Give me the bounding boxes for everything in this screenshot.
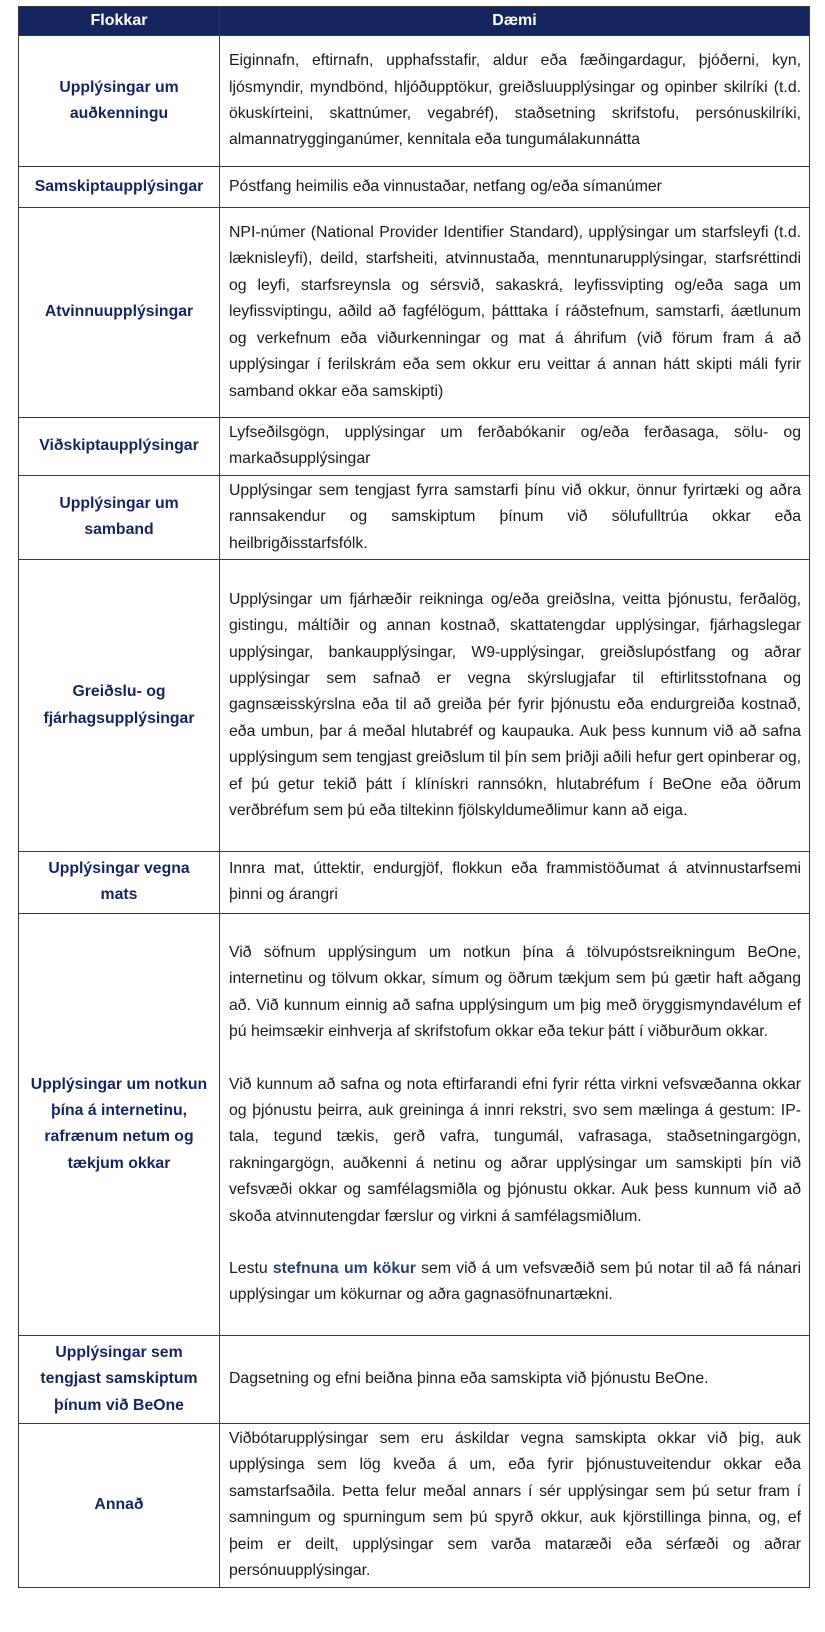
table-row (19, 1335, 810, 1423)
category-cell: Upplýsingar vegna mats (19, 852, 220, 914)
cookie-policy-link[interactable]: stefnuna um kökur (272, 1259, 416, 1277)
example-cell: Póstfang heimilis eða vinnustaðar, netfang og/eða símanúmer (220, 167, 810, 208)
example-cell: Dagsetning og efni beiðna þinna eða samskipta við þjónustu BeOne. (220, 1335, 810, 1423)
table-row (19, 913, 810, 1335)
column-header-categories: Flokkar (19, 7, 220, 36)
example-cell (220, 913, 810, 1335)
table-row (19, 208, 810, 418)
example-cell: Eiginnafn, eftirnafn, upphafsstafir, aldur eða fæðingardagur, þjóðerni, kyn, ljósmyndir, myndbönd, hljóðupptökur, greiðsluupplýsingar og opinber skilríki (t.d. ökuskírteini, skattnúmer, vegabréf), staðsetning skrifstofu, persónuskilríki, almannatrygginganúmer, kennitala eða tungumálakunnátta (220, 36, 810, 167)
category-cell: Samskiptaupplýsingar (19, 167, 220, 208)
link-prefix: Lestu (229, 1259, 273, 1277)
example-paragraph: Við kunnum að safna og nota eftirfarandi efni fyrir rétta virkni vefsvæðanna okkar og þjónustu þeirra, auk greininga á innri rekstri, svo sem mælinga á gestum: IP-tala, tegund tækis, gerð vafra, tungumál, vafrasaga, staðsetningargögn, rakningargögn, auðkenni á netinu og aðrar upplýsingar um samskipti þín við vefsvæði okkar og samfélagsmiðla og þjónustu okkar. Auk þess kunnum við að skoða atvinnutengdar færslur og virkni á samfélagsmiðlum. (229, 1075, 801, 1225)
table-row (19, 418, 810, 476)
example-cell: Upplýsingar um fjárhæðir reikninga og/eða greiðslna, veitta þjónustu, ferðalög, gistingu, máltíðir og annan kostnað, skattatengdar upplýsingar, fjárhagslegar upplýsingar, bankaupplýsingar, W9-upplýsingar, greiðslupóstfang og aðrar upplýsingar sem safnað er vegna skýrslugjafar til eftirlitsstofnana og gagnsæisskýrslna eða til að greiða þér fyrir þjónustu eða endurgreiða kostnað, eða umbun, þar á meðal hlutabréf og kaupauka. Auk þess kunnum við að safna upplýsingum sem tengjast greiðslum til þín sem þriðji aðili hefur gert opinberar og, ef þú getur tekið þátt í klínískri rannsókn, hlutabréfum í BeOne eða öðrum verðbréfum sem þú eða tiltekinn fjölskyldumeðlimur kann að eiga. (220, 560, 810, 852)
example-cell: NPI-númer (National Provider Identifier Standard), upplýsingar um starfsleyfi (t.d. læknisleyfi), deild, starfsheiti, atvinnustaða, menntunarupplýsingar, starfsréttindi og leyfi, starfsreynsla og sérsvið, sakaskrá, leyfissvipting og/eða saga um leyfissviptingu, aðild að fagfélögum, þátttaka í ráðstefnum, samstarfi, áætlunum og verkefnum eða viðurkenningar og mat á áhrifum (við förum fram á að upplýsingar í ferilskrám eða sem okkur eru veittar á annan hátt skipti máli fyrir samband okkar eða samskipti) (220, 208, 810, 418)
paragraph-spacer (229, 1230, 801, 1256)
data-categories-table (18, 6, 810, 1588)
page (18, 6, 809, 1588)
paragraph-spacer (229, 1046, 801, 1072)
category-cell: Viðskiptaupplýsingar (19, 418, 220, 476)
table-row (19, 475, 810, 559)
header-row (19, 7, 810, 36)
category-cell: Upplýsingar sem tengjast samskiptum þínum við BeOne (19, 1335, 220, 1423)
table-row (19, 167, 810, 208)
table-row (19, 1424, 810, 1587)
table-row (19, 852, 810, 914)
example-cell: Lyfseðilsgögn, upplýsingar um ferðabókanir og/eða ferðasaga, sölu- og markaðsupplýsingar (220, 418, 810, 476)
example-cell: Upplýsingar sem tengjast fyrra samstarfi þínu við okkur, önnur fyrirtæki og aðra rannsakendur og samskiptum þínum við sölufulltrúa okkar eða heilbrigðisstarfsfólk. (220, 475, 810, 559)
example-paragraph: Við söfnum upplýsingum um notkun þína á tölvupóstsreikningum BeOne, internetinu og tölvum okkar, símum og öðrum tækjum sem þú gætir haft aðgang að. Við kunnum einnig að safna upplýsingum um þig með öryggismyndavélum ef þú heimsækir einhverja af skrifstofum okkar eða tekur þátt í viðburðum okkar. (229, 943, 801, 1041)
category-cell: Upplýsingar um notkun þína á internetinu, rafrænum netum og tækjum okkar (19, 913, 220, 1335)
category-cell: Annað (19, 1424, 220, 1587)
category-cell: Upplýsingar um auðkenningu (19, 36, 220, 167)
cookie-policy-paragraph (229, 1256, 801, 1309)
table-row (19, 560, 810, 852)
category-cell: Upplýsingar um samband (19, 475, 220, 559)
column-header-examples: Dæmi (220, 7, 810, 36)
link-suffix: sem við á um vefsvæðið sem þú notar til að fá nánari upplýsingar um kökurnar og aðra gagnasöfnunartækni. (229, 1259, 801, 1304)
category-cell: Greiðslu- og fjárhagsupplýsingar (19, 560, 220, 852)
example-cell: Viðbótarupplýsingar sem eru áskildar vegna samskipta okkar við þig, auk upplýsinga sem lög kveða á um, eða fyrir þjónustuveitendur okkar eða samstarfsaðila. Þetta felur meðal annars í sér upplýsingar sem þú setur fram í samningum og spurningum sem þú spyrð okkur, auk kjörstillinga þinna, og, ef þeim er deilt, upplýsingar sem varða mataræði eða sérfæði og aðrar persónuupplýsingar. (220, 1424, 810, 1587)
example-cell: Innra mat, úttektir, endurgjöf, flokkun eða frammistöðumat á atvinnustarfsemi þinni og árangri (220, 852, 810, 914)
category-cell: Atvinnuupplýsingar (19, 208, 220, 418)
table-row (19, 36, 810, 167)
